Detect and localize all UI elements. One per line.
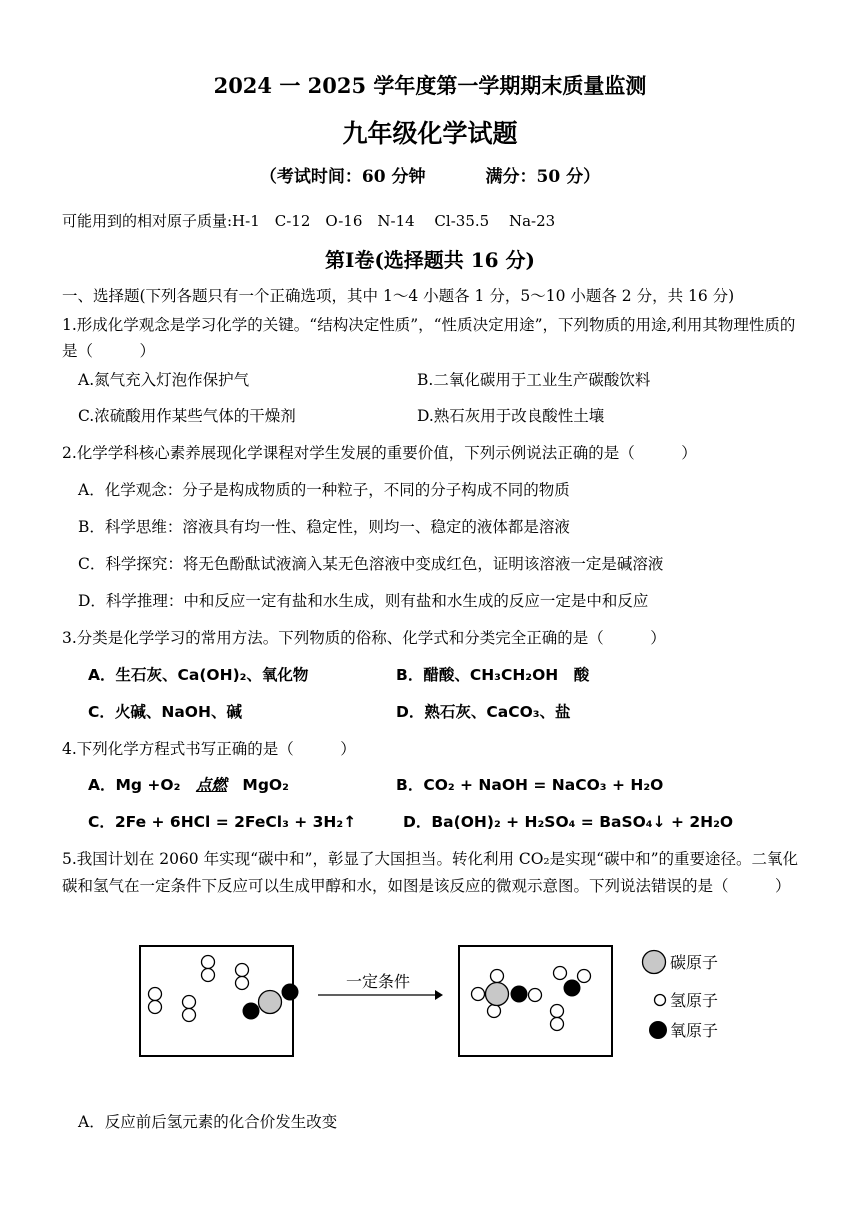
exam-info <box>0 162 860 187</box>
q2-option-b: B．科学思维：溶液具有均一性、稳定性，则均一、稳定的液体都是溶液 <box>78 518 570 536</box>
q5-option-a: A．反应前后氢元素的化合价发生改变 <box>78 1113 338 1131</box>
o-atom <box>243 1003 260 1020</box>
q2-option-c: C．科学探究：将无色酚酞试液滴入某无色溶液中变成红色，证明该溶液一定是碱溶液 <box>78 555 664 573</box>
q2-option-d: D．科学推理：中和反应一定有盐和水生成，则有盐和水生成的反应一定是中和反应 <box>78 592 649 610</box>
h-atom <box>202 969 215 982</box>
arrow-head <box>435 990 443 1000</box>
q1-option-d: D.熟石灰用于改良酸性土壤 <box>417 407 605 425</box>
q1-stem: 1.形成化学观念是学习化学的关键。“结构决定性质”，“性质决定用途”，下列物质的用途,利用其物理性质的是（ ） <box>62 316 796 360</box>
q4-option-d: D．Ba(OH)₂ + H₂SO₄ = BaSO₄↓ + 2H₂O <box>403 813 734 831</box>
legend-hydrogen: 氢原子 <box>670 991 719 1010</box>
legend-carbon: 碳原子 <box>670 953 719 972</box>
h-atom <box>529 989 542 1002</box>
h-atom <box>236 964 249 977</box>
q4-option-a <box>88 773 289 795</box>
h-atom <box>551 1005 564 1018</box>
q4-option-c: C．2Fe + 6HCl = 2FeCl₃ + 3H₂↑ <box>88 813 357 831</box>
legend-oxygen: 氧原子 <box>670 1021 719 1040</box>
q1-option-a: A.氮气充入灯泡作保护气 <box>78 371 250 389</box>
q4-a-reactants: A．Mg +O₂ <box>88 776 196 794</box>
q4-stem: 4.下列化学方程式书写正确的是（ ） <box>62 740 356 758</box>
q2-option-a: A．化学观念：分子是构成物质的一种粒子，不同的分子构成不同的物质 <box>78 481 570 499</box>
part-instructions: 一、选择题(下列各题只有一个正确选项，其中 1～4 小题各 1 分，5～10 小题各 2 分，共 16 分) <box>62 287 735 305</box>
h-atom <box>236 977 249 990</box>
q3-option-c: C．火碱、NaOH、碱 <box>88 703 242 721</box>
o-atom <box>564 980 581 997</box>
q3-option-d: D．熟石灰、CaCO₃、盐 <box>396 703 571 721</box>
o-atom <box>511 986 528 1003</box>
h-atom <box>491 970 504 983</box>
section-title: 第Ⅰ卷(选择题共 16 分) <box>324 248 536 272</box>
q4-option-b: B．CO₂ + NaOH = NaCO₃ + H₂O <box>396 776 664 794</box>
q1-option-b: B.二氧化碳用于工业生产碳酸饮料 <box>417 371 651 389</box>
h-atom <box>551 1018 564 1031</box>
q5-stem: 5.我国计划在 2060 年实现“碳中和”，彰显了大国担当。转化利用 CO₂是实现“碳中和”的重要途径。二氧化碳和氢气在一定条件下反应可以生成甲醇和水，如图是该反应的微观示意图。下列说法错误的是（ ） <box>62 850 798 895</box>
exam-time: （考试时间：60 分钟 <box>259 167 426 187</box>
legend-oxygen-icon <box>649 1021 667 1039</box>
q4-a-product: MgO₂ <box>226 776 289 794</box>
q4-a-condition: 点燃 <box>195 776 227 794</box>
reaction-diagram <box>130 936 740 1066</box>
exam-subtitle: 九年级化学试题 <box>342 119 518 148</box>
legend-carbon-icon <box>643 951 666 974</box>
h-atom <box>472 988 485 1001</box>
q3-option-a: A．生石灰、Ca(OH)₂、氧化物 <box>88 666 309 684</box>
h-atom <box>183 996 196 1009</box>
legend-hydrogen-icon <box>655 995 666 1006</box>
o-atom <box>282 984 299 1001</box>
c-atom <box>259 991 282 1014</box>
h-atom <box>149 988 162 1001</box>
c-atom <box>486 983 509 1006</box>
arrow-label: 一定条件 <box>345 972 411 991</box>
h-atom <box>202 956 215 969</box>
h-atom <box>578 970 591 983</box>
h-atom <box>149 1001 162 1014</box>
atomic-masses: 可能用到的相对原子质量:H-1 C-12 O-16 N-14 Cl-35.5 Na-23 <box>62 212 556 230</box>
q2-stem: 2.化学学科核心素养展现化学课程对学生发展的重要价值，下列示例说法正确的是（ ） <box>62 444 697 462</box>
exam-score: 满分：50 分） <box>485 167 601 187</box>
q3-option-b: B．醋酸、CH₃CH₂OH 酸 <box>396 666 590 684</box>
h-atom <box>488 1005 501 1018</box>
exam-title: 2024 一 2025 学年度第一学期期末质量监测 <box>213 73 647 98</box>
q1-option-c: C.浓硫酸用作某些气体的干燥剂 <box>78 407 296 425</box>
h-atom <box>554 967 567 980</box>
q3-stem: 3.分类是化学学习的常用方法。下列物质的俗称、化学式和分类完全正确的是（ ） <box>62 629 666 647</box>
h-atom <box>183 1009 196 1022</box>
